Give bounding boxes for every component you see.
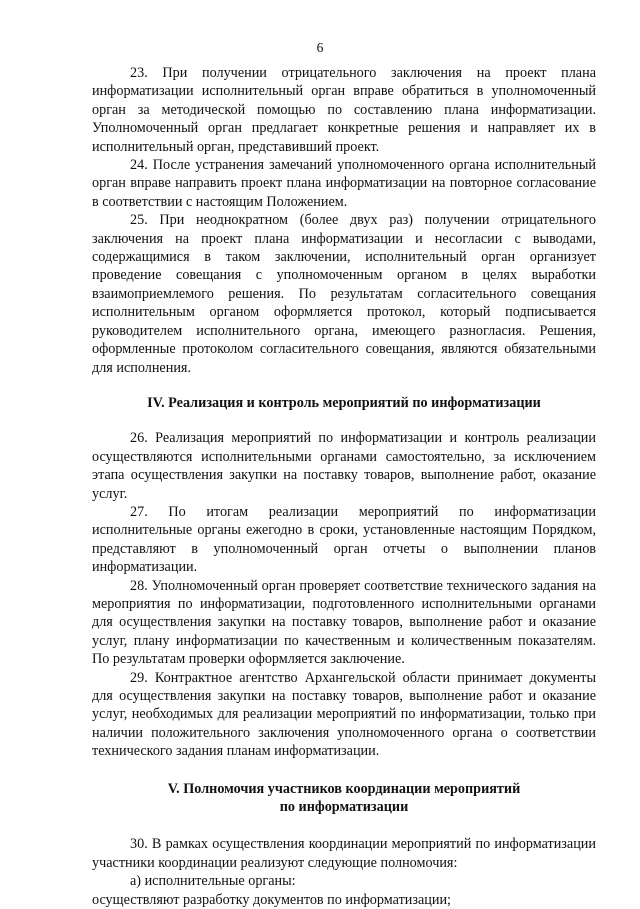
paragraph-28: 28. Уполномоченный орган проверяет соответствие технического задания на мероприятия по информатизации, подготовленного исполнительными органами для осуществления закупки на поставку товаров, выполнение работ и оказание услуг, плану информатизации по качественным и количественным показателям. По результатам проверки оформляется заключение. xyxy=(92,577,596,668)
paragraph-30: 30. В рамках осуществления координации мероприятий по информатизации участники координации реализуют следующие полномочия: xyxy=(92,836,596,871)
list-item-a: а) исполнительные органы: xyxy=(130,873,296,890)
paragraph-25: 25. При неоднократном (более двух раз) получении отрицательного заключения на проект плана информатизации и несогласии с выводами, содержащимися в таком заключении, исполнительный орган организует проведение совещания с уполномоченным органом в целях выработки взаимоприемлемого решения. По результатам согласительного совещания исполнительным органом оформляется протокол, который подписывается руководителем исполнительного органа, имеющего разногласия. Решения, оформленные протоколом согласительного совещания, являются обязательными для исполнения. xyxy=(92,212,596,376)
section-5-heading xyxy=(92,780,596,817)
section-4-heading: IV. Реализация и контроль мероприятий по информатизации xyxy=(147,394,541,411)
paragraph-27: 27. По итогам реализации мероприятий по информатизации исполнительные органы ежегодно в сроки, установленные настоящим Порядком, представляют в уполномоченный орган отчеты о выполнении планов информатизации. xyxy=(92,503,596,576)
section-5-heading-line-1: V. Полномочия участников координации мероприятий xyxy=(167,780,521,797)
paragraph-24: 24. После устранения замечаний уполномоченного органа исполнительный орган вправе направить проект плана информатизации на повторное согласование в соответствии с настоящим Положением. xyxy=(92,157,596,210)
paragraph-23: 23. При получении отрицательного заключения на проект плана информатизации исполнительный орган вправе обратиться в уполномоченный орган за методической помощью по составлению плана информатизации. Уполномоченный орган предлагает конкретные решения и направляет их в исполнительный орган, представивший проект. xyxy=(92,65,596,155)
paragraph-26: 26. Реализация мероприятий по информатизации и контроль реализации осуществляются исполнительными органами самостоятельно, за исключением этапа осуществления закупки на поставку товаров, выполнение работ, оказание услуг. xyxy=(92,430,596,502)
document-body xyxy=(92,64,596,909)
spacer xyxy=(92,377,596,394)
page-number: 6 xyxy=(316,40,324,55)
paragraph-29: 29. Контрактное агентство Архангельской области принимает документы для осуществления закупки на поставку товаров, выполнение работ и оказание услуг, необходимых для реализации мероприятий по информатизации, только при наличии положительного заключения уполномоченного органа о соответствии технического задания планам информатизации. xyxy=(92,669,596,760)
spacer xyxy=(92,761,596,780)
list-item-a-text: осуществляют разработку документов по информатизации; xyxy=(92,891,451,908)
spacer xyxy=(92,412,596,429)
spacer xyxy=(92,816,596,835)
section-5-heading-line-2: по информатизации xyxy=(279,799,409,816)
